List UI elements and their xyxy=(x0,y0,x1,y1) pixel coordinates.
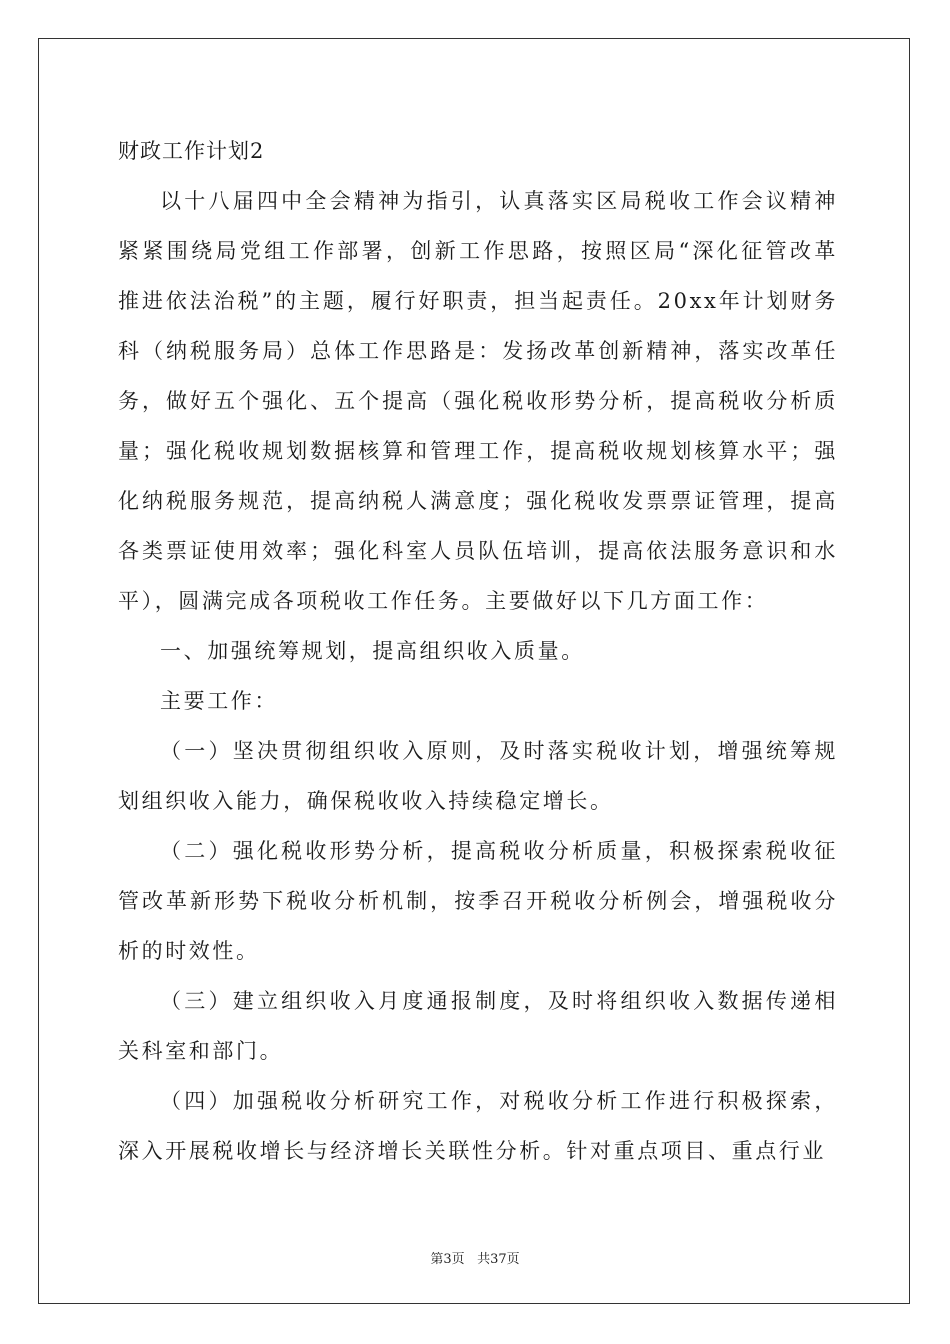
paragraph-item-3: （三）建立组织收入月度通报制度，及时将组织收入数据传递相关科室和部门。 xyxy=(118,989,838,1063)
paragraph-item-4: （四）加强税收分析研究工作，对税收分析工作进行积极探索，深入开展税收增长与经济增长关联性分析。针对重点项目、重点行业 xyxy=(118,1089,838,1163)
page-total: 共37页 xyxy=(477,1252,520,1267)
document-body xyxy=(118,126,838,1176)
paragraph-item-1: （一）坚决贯彻组织收入原则，及时落实税收计划，增强统筹规划组织收入能力，确保税收收入持续稳定增长。 xyxy=(118,739,838,813)
page-footer xyxy=(0,1248,950,1267)
paragraph-intro: 以十八届四中全会精神为指引，认真落实区局税收工作会议精神紧紧围绕局党组工作部署，创新工作思路，按照区局“深化征管改革推进依法治税”的主题，履行好职责，担当起责任。20xx年计划财务科（纳税服务局）总体工作思路是：发扬改革创新精神，落实改革任务，做好五个强化、五个提高（强化税收形势分析，提高税收分析质量；强化税收规划数据核算和管理工作，提高税收规划核算水平；强化纳税服务规范，提高纳税人满意度；强化税收发票票证管理，提高各类票证使用效率；强化科室人员队伍培训，提高依法服务意识和水平），圆满完成各项税收工作任务。主要做好以下几方面工作： xyxy=(118,189,838,613)
paragraph-item-2: （二）强化税收形势分析，提高税收分析质量，积极探索税收征管改革新形势下税收分析机制，按季召开税收分析例会，增强税收分析的时效性。 xyxy=(118,839,838,963)
page-number: 第3页 xyxy=(430,1252,465,1267)
paragraph-section-1-heading: 一、加强统筹规划，提高组织收入质量。 xyxy=(160,639,585,663)
document-title: 财政工作计划2 xyxy=(118,139,265,163)
paragraph-main-work-label: 主要工作： xyxy=(160,689,278,713)
